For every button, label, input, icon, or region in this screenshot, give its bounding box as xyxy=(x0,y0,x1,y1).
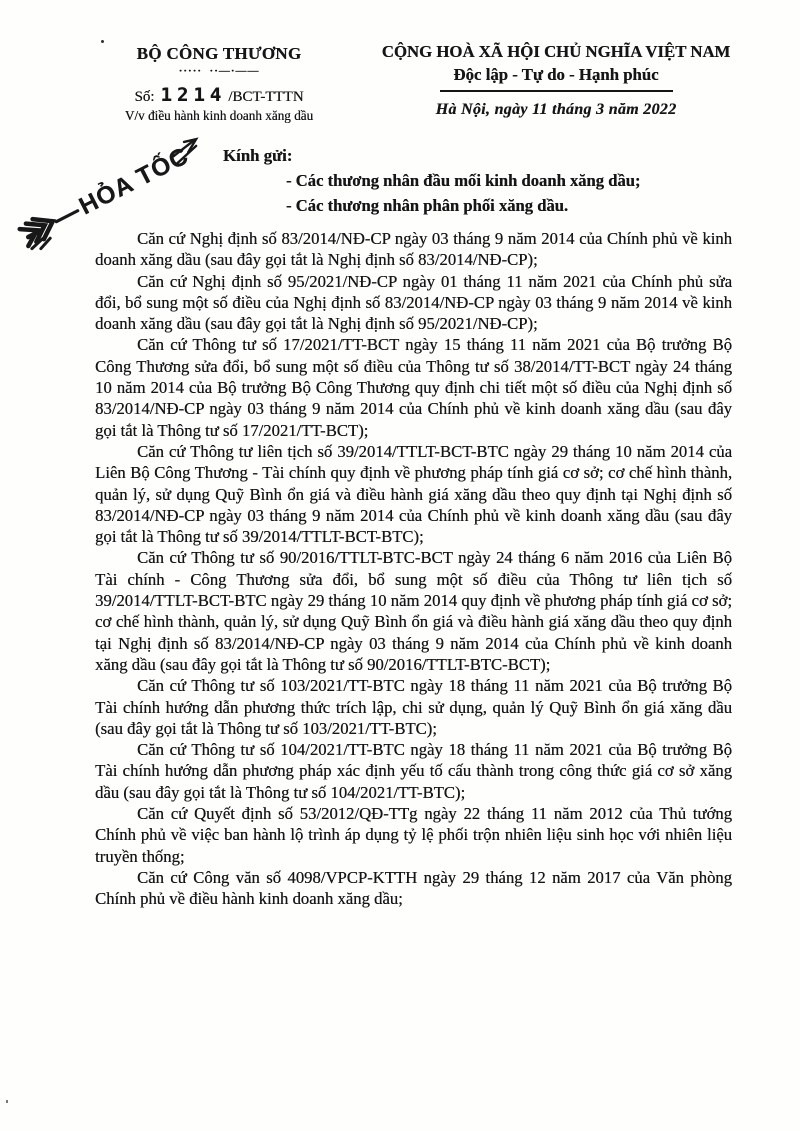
body-paragraph: Căn cứ Nghị định số 83/2014/NĐ-CP ngày 03 tháng 9 năm 2014 của Chính phủ về kinh doanh xăng dầu (sau đây gọi tắt là Nghị định số 83/2014/NĐ-CP); xyxy=(95,229,732,270)
national-title: CỘNG HOÀ XÃ HỘI CHỦ NGHĨA VIỆT NAM xyxy=(381,42,731,61)
body-paragraph: Căn cứ Thông tư số 90/2016/TTLT-BTC-BCT ngày 24 tháng 6 năm 2016 của Liên Bộ Tài chính - Công Thương sửa đổi, bổ sung một số điều của Thông tư liên tịch số 39/2014/TTLT-BCT-BTC ngày 29 tháng 10 năm 2014 quy định về phương pháp tính giá cơ sở; cơ chế hình thành, quản lý, sử dụng Quỹ Bình ổn giá và điều hành giá xăng dầu theo quy định tại Nghị định số 83/2014/NĐ-CP ngày 03 tháng 9 năm 2014 của Chính phủ về kinh doanh xăng dầu (sau đây gọi tắt là Thông tư số 90/2016/TTLT-BTC-BCT); xyxy=(95,548,732,674)
body-paragraph: Căn cứ Thông tư số 103/2021/TT-BTC ngày 18 tháng 11 năm 2021 của Bộ trưởng Bộ Tài chính hướng dẫn phương thức trích lập, chi sử dụng, quản lý Quỹ Bình ổn giá xăng dầu (sau đây gọi tắt là Thông tư số 103/2021/TT-BTC); xyxy=(95,676,732,738)
national-motto: Độc lập - Tự do - Hạnh phúc xyxy=(453,65,659,84)
place-and-date: Hà Nội, ngày 11 tháng 3 năm 2022 xyxy=(435,101,677,118)
document-number-line xyxy=(90,84,348,106)
scan-speck xyxy=(6,1100,8,1103)
document-number-label: Số: xyxy=(134,89,155,105)
national-header-block xyxy=(380,42,732,119)
issuer-block xyxy=(90,44,348,124)
body-paragraph: Căn cứ Quyết định số 53/2012/QĐ-TTg ngày 22 tháng 11 năm 2012 của Thủ tướng Chính phủ về việc ban hành lộ trình áp dụng tỷ lệ phối trộn nhiên liệu sinh học với nhiên liệu truyền thống; xyxy=(95,804,732,866)
recipient-item: - Các thương nhân phân phối xăng dầu. xyxy=(286,195,568,215)
document-number-value: 1214 xyxy=(160,84,227,106)
issuer-divider: ····· ··—·—— xyxy=(178,65,260,77)
body-paragraph: Căn cứ Thông tư số 17/2021/TT-BCT ngày 15 tháng 11 năm 2021 của Bộ trưởng Bộ Công Thương sửa đổi, bổ sung một số điều của Thông tư số 38/2014/TT-BCT ngày 24 tháng 10 năm 2014 của Bộ trưởng Bộ Công Thương quy định chi tiết một số điều của Nghị định số 83/2014/NĐ-CP ngày 03 tháng 9 năm 2014 của Chính phủ về kinh doanh xăng dầu (sau đây gọi tắt là Thông tư số 17/2021/TT-BCT); xyxy=(95,335,732,440)
document-subject: V/v điều hành kinh doanh xăng dầu xyxy=(124,108,314,123)
document-number-suffix: /BCT-TTTN xyxy=(228,89,304,105)
body-paragraph: Căn cứ Nghị định số 95/2021/NĐ-CP ngày 01 tháng 11 năm 2021 của Chính phủ sửa đổi, bổ sung một số điều của Nghị định số 83/2014/NĐ-CP ngày 03 tháng 9 năm 2014 về kinh doanh xăng dầu (sau đây gọi tắt là Nghị định số 95/2021/NĐ-CP); xyxy=(95,271,732,334)
document-body xyxy=(95,228,732,910)
urgency-stamp-label: HỎA TỐC xyxy=(74,142,194,221)
scan-speck xyxy=(101,40,104,43)
salutation: Kính gửi: xyxy=(223,146,293,165)
recipient-item: - Các thương nhân đầu mối kinh doanh xăng dầu; xyxy=(286,171,641,190)
body-paragraph: Căn cứ Thông tư liên tịch số 39/2014/TTLT-BCT-BTC ngày 29 tháng 10 năm 2014 của Liên Bộ Công Thương - Tài chính quy định về phương pháp tính giá cơ sở; cơ chế hình thành, quản lý, sử dụng Quỹ Bình ổn giá và điều hành giá xăng dầu theo quy định tại Nghị định số 83/2014/NĐ-CP ngày 03 tháng 9 năm 2014 của Chính phủ về kinh doanh xăng dầu (sau đây gọi tắt là Thông tư số 39/2014/TTLT-BCT-BTC); xyxy=(95,441,732,547)
body-paragraph: Căn cứ Thông tư số 104/2021/TT-BTC ngày 18 tháng 11 năm 2021 của Bộ trưởng Bộ Tài chính hướng dẫn phương pháp xác định yếu tố cấu thành trong công thức giá cơ sở xăng dầu (sau đây gọi tắt là Thông tư số 104/2021/TT-BTC); xyxy=(95,740,732,802)
recipient-list xyxy=(286,169,640,218)
issuer-name: BỘ CÔNG THƯƠNG xyxy=(136,44,302,63)
body-paragraph: Căn cứ Công văn số 4098/VPCP-KTTH ngày 29 tháng 12 năm 2017 của Văn phòng Chính phủ về điều hành kinh doanh xăng dầu; xyxy=(95,867,732,909)
motto-underline xyxy=(440,90,673,92)
